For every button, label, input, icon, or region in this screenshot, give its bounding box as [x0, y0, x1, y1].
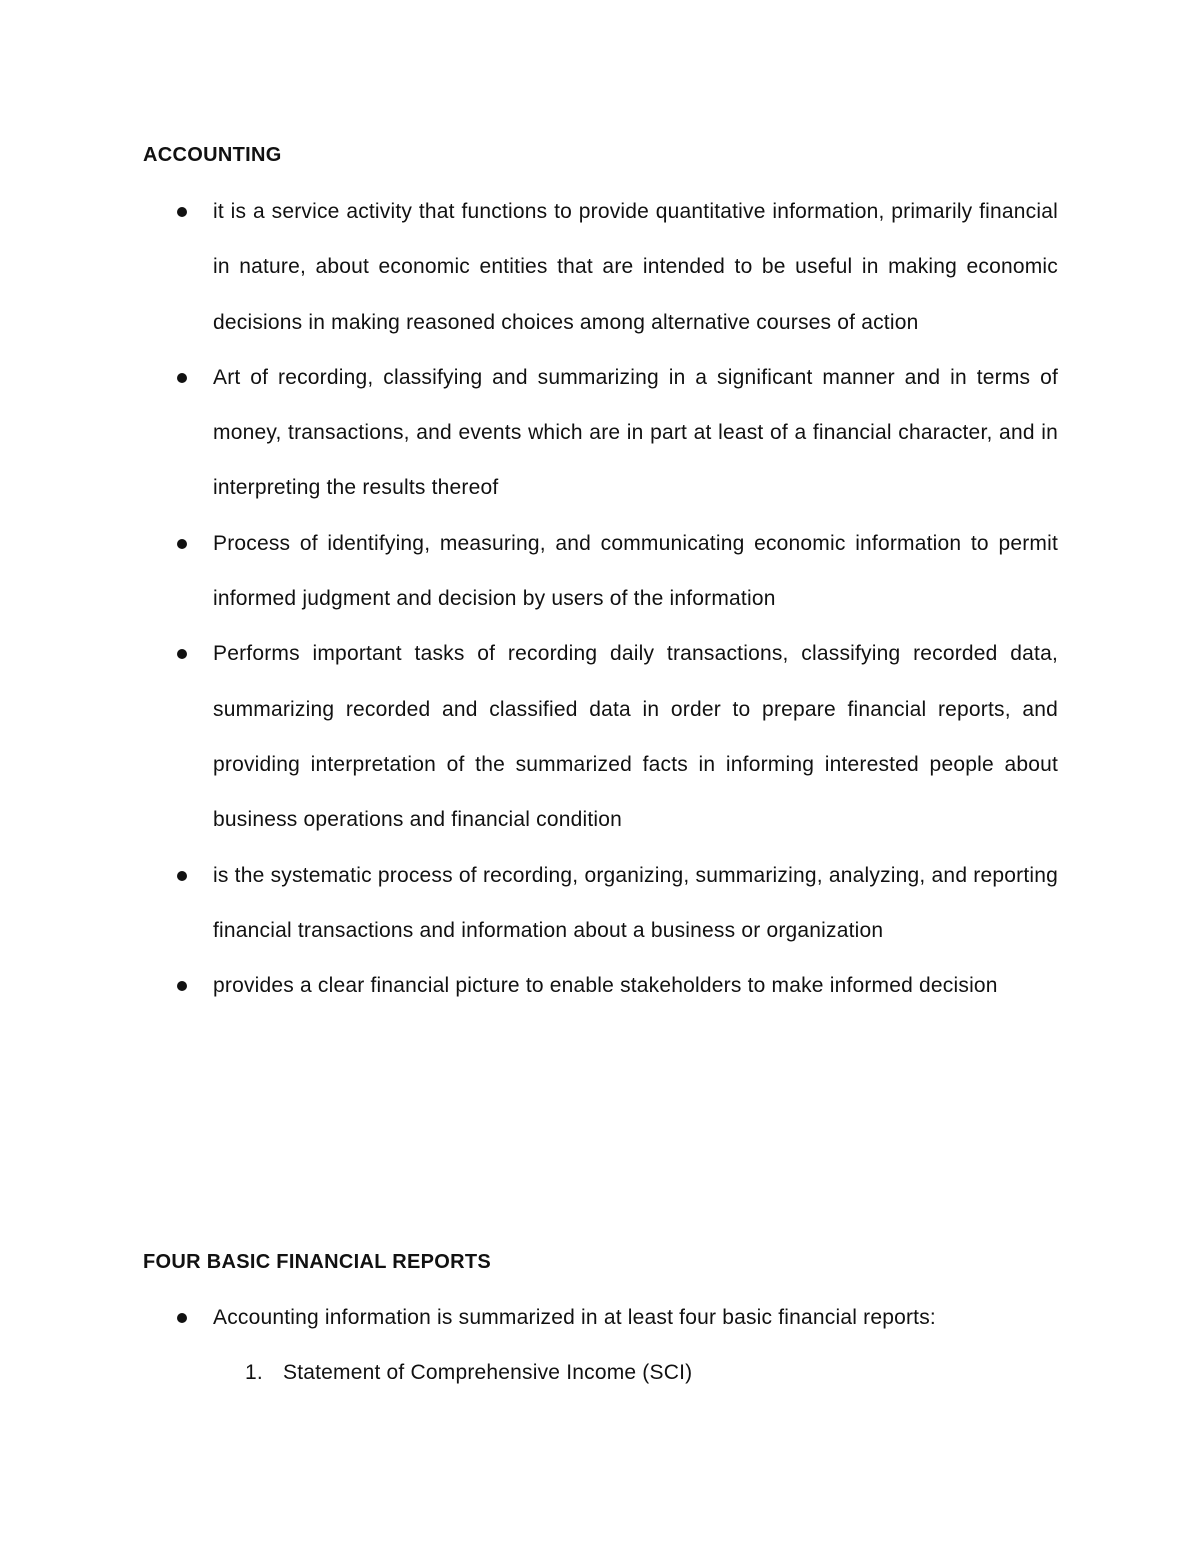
bullet-icon	[177, 373, 187, 383]
list-item	[0, 184, 1058, 350]
bullet-icon	[177, 981, 187, 991]
bullet-text: provides a clear financial picture to enable stakeholders to make informed decision	[213, 974, 998, 998]
bullet-text: Accounting information is summarized in at least four basic financial reports:	[213, 1306, 936, 1329]
section-heading-financial-reports: FOUR BASIC FINANCIAL REPORTS	[143, 1251, 492, 1273]
bullet-icon	[177, 539, 187, 549]
list-item	[0, 516, 1058, 627]
bullet-icon	[177, 1313, 187, 1323]
list-item	[0, 958, 1058, 1013]
accounting-bullet-list	[0, 184, 1200, 1013]
list-item	[0, 1290, 1058, 1345]
list-number: 1.	[245, 1361, 263, 1384]
bullet-icon	[177, 207, 187, 217]
bullet-text: Performs important tasks of recording daily transactions, classifying recorded data, summarizing recorded and classified data in order to prepare financial reports, and providing interpretation of the summarized facts in informing interested people about business operations and financial condition	[213, 642, 1058, 832]
bullet-icon	[177, 649, 187, 659]
section-heading-accounting: ACCOUNTING	[143, 144, 282, 166]
financial-reports-numbered-list	[0, 1345, 1200, 1400]
bullet-text: it is a service activity that functions to provide quantitative information, primarily financial in nature, about economic entities that are intended to be useful in making economic decisions in making reasoned choices among alternative courses of action	[213, 200, 1058, 334]
bullet-text: Art of recording, classifying and summarizing in a significant manner and in terms of money, transactions, and events which are in part at least of a financial character, and in interpreting the results thereof	[213, 365, 1058, 500]
list-item	[0, 626, 1058, 847]
bullet-text: is the systematic process of recording, organizing, summarizing, analyzing, and reporting financial transactions and information about a business or organization	[213, 863, 1058, 942]
financial-reports-bullet-list	[0, 1290, 1200, 1345]
bullet-icon	[177, 871, 187, 881]
bullet-text: Process of identifying, measuring, and communicating economic information to permit informed judgment and decision by users of the information	[213, 531, 1058, 611]
list-item	[0, 350, 1058, 516]
numbered-item-text: Statement of Comprehensive Income (SCI)	[283, 1361, 693, 1384]
list-item	[0, 848, 1058, 959]
numbered-list-item	[0, 1345, 1200, 1400]
